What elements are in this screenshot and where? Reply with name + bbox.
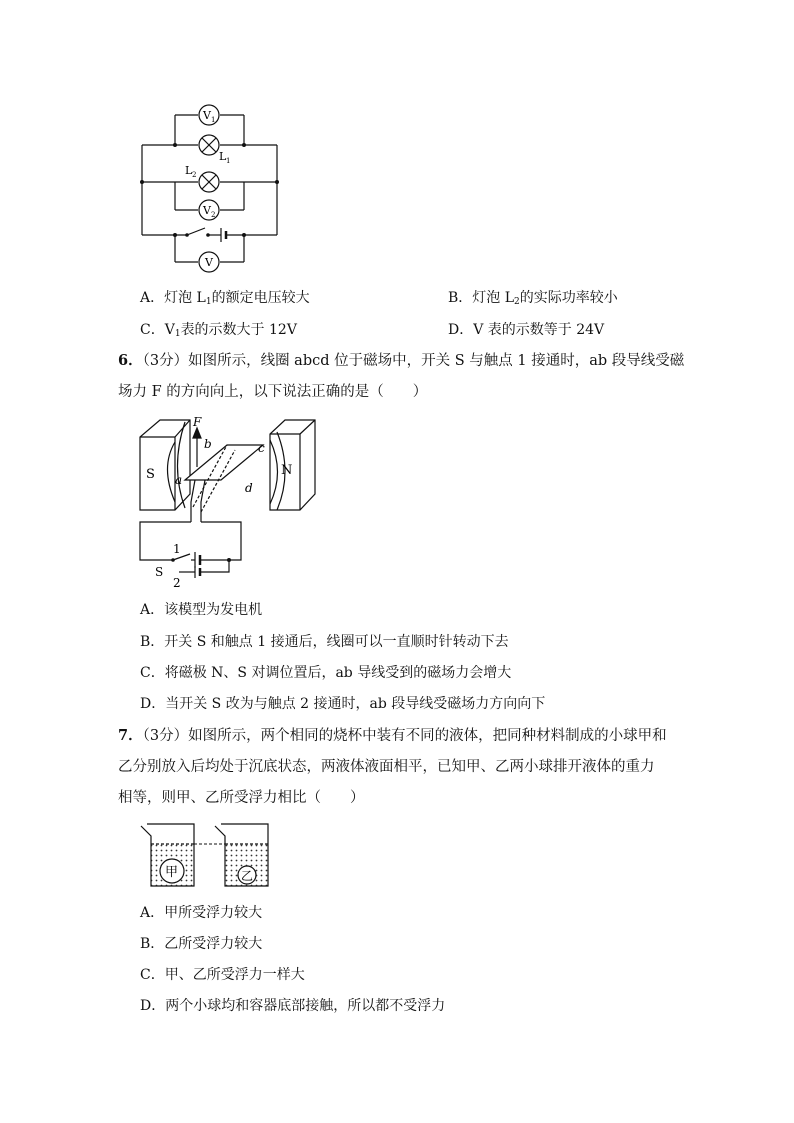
contact-2-label: 2 <box>173 576 181 590</box>
q6-motor-figure <box>135 412 320 590</box>
ball-yi-label: 乙 <box>241 869 254 883</box>
q7-stem-line2: 乙分别放入后均处于沉底状态，两液体液面相平，已知甲、乙两小球排开液体的重力 <box>118 759 655 775</box>
q5-option-c[interactable]: C．$V_1$表的示数大于 12V <box>140 322 297 339</box>
point-c-label: c <box>258 441 265 455</box>
ball-jia-label: 甲 <box>165 865 179 880</box>
q6-option-a[interactable]: A．该模型为发电机 <box>140 602 263 618</box>
l2-label: L <box>185 164 193 177</box>
point-d-label: d <box>245 481 253 495</box>
l1-label-sub: 1 <box>226 157 231 165</box>
q7-option-a[interactable]: A．甲所受浮力较大 <box>140 905 263 921</box>
q5-option-b[interactable]: B．灯泡 $L_2$的实际功率较小 <box>448 290 618 307</box>
q7-option-d[interactable]: D．两个小球均和容器底部接触，所以都不受浮力 <box>140 998 446 1014</box>
q5-option-a[interactable]: A．灯泡 $L_1$的额定电压较大 <box>140 290 310 307</box>
v1-label-sub: 1 <box>211 116 216 124</box>
q7-beakers-figure <box>135 818 285 893</box>
q6-stem-line2: 场力 F 的方向向上，以下说法正确的是（ ） <box>118 384 428 400</box>
switch-s-label: S <box>155 565 164 579</box>
q5-circuit-figure <box>135 100 285 275</box>
v1-label: V <box>203 109 211 122</box>
l1-label: L <box>219 150 227 163</box>
s-pole-label: S <box>146 467 155 482</box>
q7-stem-line3: 相等，则甲、乙所受浮力相比（ ） <box>118 790 365 806</box>
contact-1-label: 1 <box>173 542 181 556</box>
q5-option-d[interactable]: D．V 表的示数等于 24V <box>448 322 605 338</box>
v2-label: V <box>203 204 211 217</box>
q6-stem-line1: 6．（3分）如图所示，线圈 abcd 位于磁场中，开关 S 与触点 1 接通时，ab 段导线受磁 <box>118 352 685 369</box>
q6-option-d[interactable]: D．当开关 S 改为与触点 2 接通时，ab 段导线受磁场力方向向下 <box>140 696 546 712</box>
q6-option-b[interactable]: B．开关 S 和触点 1 接通后，线圈可以一直顺时针转动下去 <box>140 634 509 650</box>
q6-option-c[interactable]: C．将磁极 N、S 对调位置后，ab 导线受到的磁场力会增大 <box>140 665 512 681</box>
force-f-label: F <box>193 415 202 429</box>
point-a-label: a <box>175 473 183 487</box>
n-pole-label: N <box>281 463 293 478</box>
q7-option-b[interactable]: B．乙所受浮力较大 <box>140 936 263 952</box>
v2-label-sub: 2 <box>211 211 216 219</box>
l2-label-sub: 2 <box>192 171 197 179</box>
q7-stem-line1: 7．（3分）如图所示，两个相同的烧杯中装有不同的液体，把同种材料制成的小球甲和 <box>118 727 667 744</box>
v-label: V <box>205 256 213 269</box>
point-b-label: b <box>204 437 212 451</box>
q7-option-c[interactable]: C．甲、乙所受浮力一样大 <box>140 967 305 983</box>
